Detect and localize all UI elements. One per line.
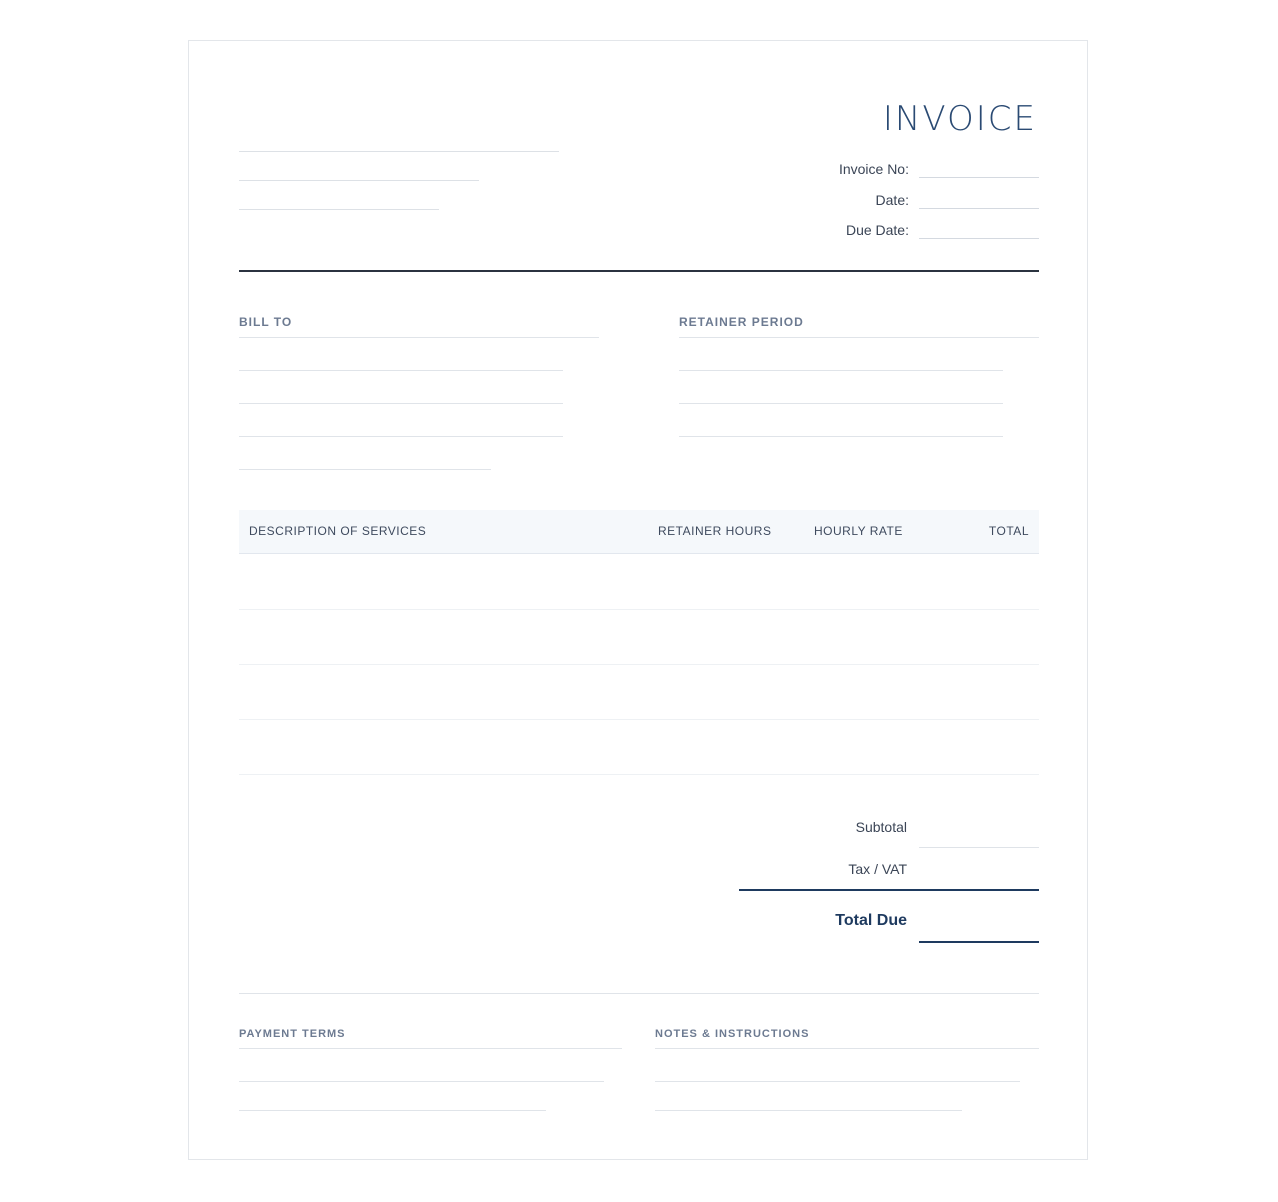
- total-due-label: Total Due: [835, 912, 907, 929]
- payment-terms-label: PAYMENT TERMS: [239, 1028, 346, 1040]
- table-row[interactable]: [239, 719, 1039, 720]
- table-row[interactable]: [239, 609, 1039, 610]
- from-address-line-3[interactable]: [239, 209, 439, 210]
- tax-label: Tax / VAT: [848, 861, 907, 877]
- footer-divider: [239, 993, 1039, 994]
- due-date-field[interactable]: [919, 238, 1039, 239]
- table-row[interactable]: [239, 774, 1039, 775]
- date-field[interactable]: [919, 208, 1039, 209]
- column-description: DESCRIPTION OF SERVICES: [249, 524, 427, 538]
- bill-to-line-1[interactable]: [239, 370, 563, 371]
- column-hourly-rate: HOURLY RATE: [814, 524, 903, 538]
- date-label: Date:: [875, 192, 909, 208]
- due-date-label: Due Date:: [845, 222, 909, 238]
- invoice-title: INVOICE: [882, 99, 1037, 139]
- retainer-period-label: RETAINER PERIOD: [679, 315, 804, 329]
- bill-to-label: BILL TO: [239, 315, 293, 329]
- subtotal-field[interactable]: [919, 847, 1039, 848]
- column-retainer-hours: RETAINER HOURS: [658, 524, 772, 538]
- payment-terms-underline: [239, 1048, 622, 1049]
- invoice-no-field[interactable]: [919, 177, 1039, 178]
- notes-line-1[interactable]: [655, 1081, 1020, 1082]
- services-table-header: [239, 510, 1039, 554]
- total-due-field[interactable]: [919, 941, 1039, 943]
- column-total: TOTAL: [988, 524, 1029, 538]
- notes-label: NOTES & INSTRUCTIONS: [655, 1028, 810, 1040]
- tax-divider: [739, 889, 1039, 891]
- bill-to-line-4[interactable]: [239, 469, 491, 470]
- notes-line-2[interactable]: [655, 1110, 962, 1111]
- header-divider: [239, 270, 1039, 272]
- subtotal-label: Subtotal: [855, 819, 907, 835]
- retainer-period-underline: [679, 337, 1039, 338]
- payment-terms-line-1[interactable]: [239, 1081, 604, 1082]
- retainer-period-line-3[interactable]: [679, 436, 1003, 437]
- from-address-line-1[interactable]: [239, 151, 559, 152]
- bill-to-line-2[interactable]: [239, 403, 563, 404]
- from-address-line-2[interactable]: [239, 180, 479, 181]
- bill-to-underline: [239, 337, 599, 338]
- invoice-no-label: Invoice No:: [838, 161, 909, 177]
- table-row[interactable]: [239, 664, 1039, 665]
- payment-terms-line-2[interactable]: [239, 1110, 546, 1111]
- retainer-period-line-1[interactable]: [679, 370, 1003, 371]
- invoice-page: [188, 40, 1088, 1160]
- retainer-period-line-2[interactable]: [679, 403, 1003, 404]
- notes-underline: [655, 1048, 1039, 1049]
- bill-to-line-3[interactable]: [239, 436, 563, 437]
